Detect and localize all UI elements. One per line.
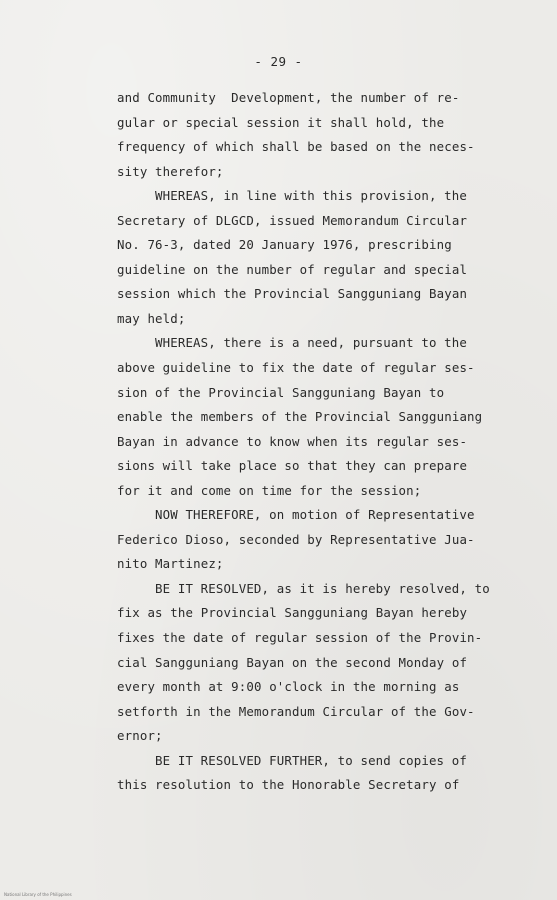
text-line: may held;	[117, 310, 186, 326]
text-line: fixes the date of regular session of the Provin-	[117, 630, 483, 646]
text-line: Federico Dioso, seconded by Representative Jua-	[117, 531, 475, 547]
text-line: sity therefor;	[117, 163, 224, 179]
text-line: session which the Provincial Sangguniang Bayan	[117, 286, 468, 302]
text-line: Secretary of DLGCD, issued Memorandum Circular	[117, 212, 468, 228]
text-line: cial Sangguniang Bayan on the second Monday of	[117, 654, 468, 670]
text-line: guideline on the number of regular and special	[117, 261, 468, 277]
page-number: - 29 -	[254, 54, 303, 69]
text-line: for it and come on time for the session;	[117, 482, 422, 498]
text-line: WHEREAS, there is a need, pursuant to the	[155, 335, 468, 351]
text-line: setforth in the Memorandum Circular of the Gov-	[117, 703, 475, 719]
archive-footer-note: National Library of the Philippines	[4, 892, 72, 897]
text-line: and Community Development, the number of re-	[117, 90, 460, 105]
text-line: sions will take place so that they can prepare	[117, 458, 468, 474]
text-line: sion of the Provincial Sangguniang Bayan to	[117, 384, 445, 400]
text-line: gular or special session it shall hold, the	[117, 114, 445, 130]
text-line: Bayan in advance to know when its regular ses-	[117, 433, 468, 449]
text-line: WHEREAS, in line with this provision, the	[155, 188, 468, 204]
text-line: ernor;	[117, 728, 163, 744]
text-line: No. 76-3, dated 20 January 1976, prescribing	[117, 237, 452, 253]
text-line: this resolution to the Honorable Secretary of	[117, 777, 460, 793]
text-line: enable the members of the Provincial Sangguniang	[117, 409, 483, 425]
text-line: nito Martinez;	[117, 556, 224, 572]
text-line: NOW THEREFORE, on motion of Representative	[155, 507, 475, 523]
text-line: above guideline to fix the date of regular ses-	[117, 360, 475, 376]
text-line: fix as the Provincial Sangguniang Bayan hereby	[117, 605, 468, 621]
text-line: frequency of which shall be based on the neces-	[117, 139, 475, 155]
text-line: every month at 9:00 o'clock in the morning as	[117, 679, 460, 695]
resolution-body-text	[117, 86, 537, 798]
text-line: BE IT RESOLVED, as it is hereby resolved, to	[155, 580, 490, 596]
text-line: BE IT RESOLVED FURTHER, to send copies of	[155, 752, 468, 768]
